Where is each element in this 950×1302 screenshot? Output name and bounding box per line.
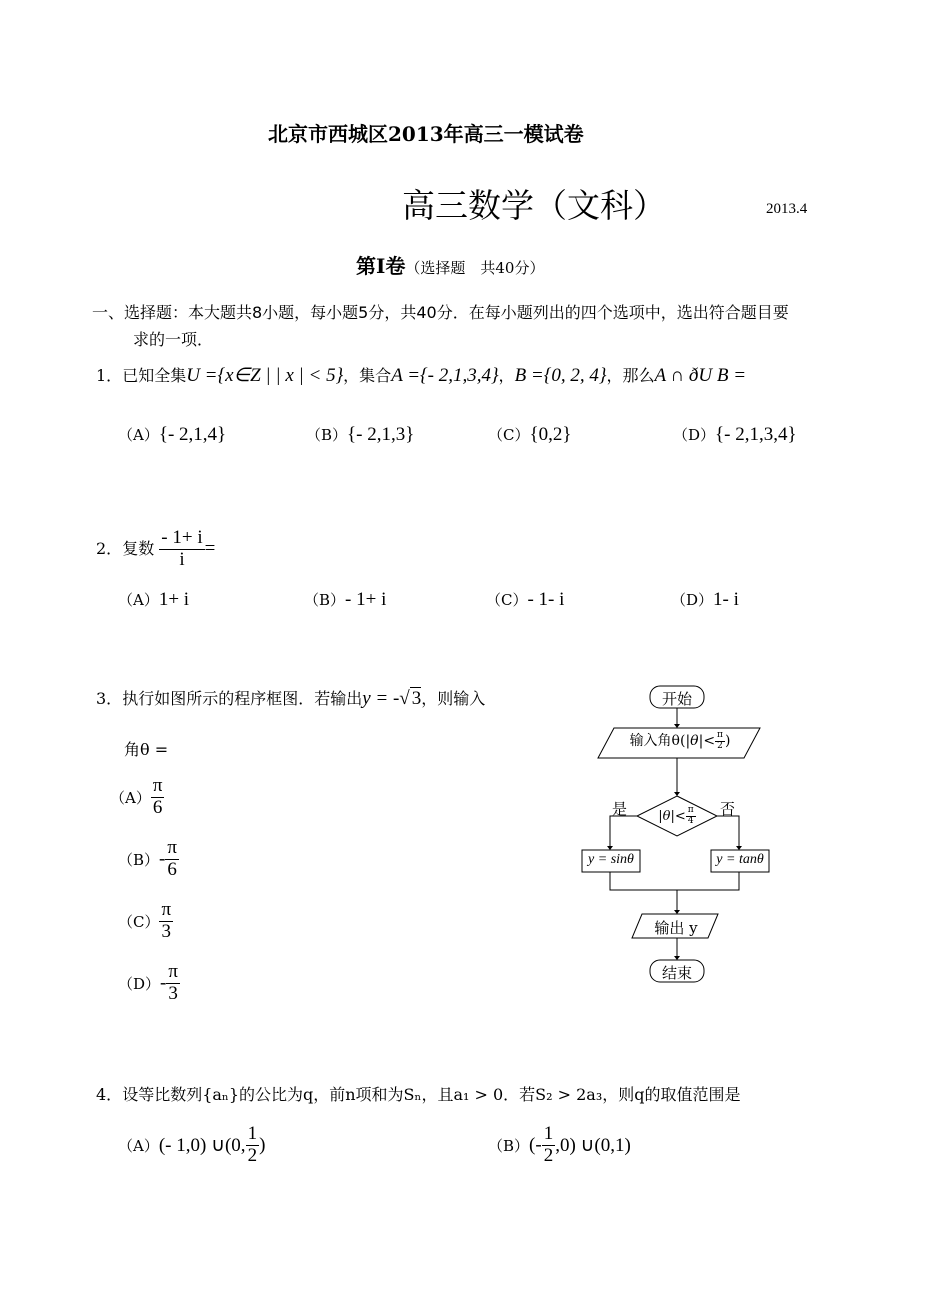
- q3-option-a-label: （A）: [110, 788, 151, 807]
- flowchart-decision: [642, 806, 712, 827]
- q3-option-d-num: π: [168, 961, 178, 982]
- q4-option-a-pre: (- 1,0) ∪(0,: [158, 1134, 246, 1156]
- q3-option-b-den: 6: [167, 858, 177, 880]
- flowchart-input-suffix: ): [724, 733, 731, 749]
- question-2: [96, 528, 215, 571]
- question-1: 1．已知全集U ={x∈Z | | x | < 5}，集合A ={- 2,1,3,4}，B ={0, 2, 4}，那么A ∩ ðU B =: [96, 365, 747, 386]
- q4-option-a-post: ): [259, 1134, 266, 1156]
- q2-fraction-numerator: - 1+ i: [161, 527, 203, 548]
- flowchart-input-num: π: [717, 729, 723, 740]
- q4-option-b-fraction: [542, 1124, 556, 1167]
- q4-option-a-den: 2: [247, 1144, 258, 1166]
- q3-option-d[interactable]: [118, 962, 180, 1005]
- subject-title: 高三数学（文科）: [402, 186, 666, 225]
- q4-number: 4．: [96, 1085, 123, 1104]
- exam-title: 北京市西城区2013年高三一模试卷: [268, 122, 584, 146]
- q2-option-a[interactable]: [118, 589, 189, 611]
- flowchart-yes-branch: [610, 816, 637, 850]
- q4-option-b-pre: (-: [529, 1134, 542, 1156]
- q1-text-1: 已知全集: [122, 366, 187, 385]
- q3-option-c-den: 3: [161, 920, 172, 942]
- flowchart-input-den: 2: [717, 740, 723, 751]
- q1-option-b[interactable]: [306, 424, 414, 446]
- flowchart-no-branch: [717, 816, 739, 850]
- q4-option-a-num: 1: [247, 1123, 258, 1144]
- q1-option-b-label: （B）: [306, 426, 348, 444]
- part-note: （选择题 共40分）: [405, 259, 545, 277]
- q2-option-c-value: - 1- i: [527, 589, 565, 610]
- q1-option-a[interactable]: [118, 424, 226, 446]
- flowchart-decision-num: π: [687, 805, 694, 815]
- q4-option-a[interactable]: [118, 1124, 265, 1167]
- flowchart-start: 开始: [661, 690, 692, 708]
- q2-number: 2．: [96, 538, 123, 558]
- flowchart-input-frac: [715, 731, 725, 752]
- flowchart-sin-box: y = sinθ: [588, 852, 634, 867]
- flowchart-end: 结束: [661, 964, 692, 982]
- q1-option-a-label: （A）: [118, 426, 159, 444]
- q1-set-b: B ={0, 2, 4}: [514, 365, 607, 386]
- q3-option-b-num: π: [167, 837, 177, 858]
- flowchart-no-label: 否: [720, 800, 736, 818]
- q2-text: 复数: [122, 538, 155, 558]
- flowchart-yes-label: 是: [612, 800, 628, 818]
- q2-option-d[interactable]: [671, 589, 739, 611]
- q3-option-c[interactable]: [118, 900, 173, 943]
- flowchart-decision-frac: [686, 806, 696, 827]
- flowchart-lines: [570, 680, 790, 1000]
- q3-number: 3．: [96, 689, 123, 708]
- q3-option-a-den: 6: [152, 796, 163, 818]
- q3-option-b-sign: -: [159, 848, 166, 870]
- q3-option-a-fraction: [151, 776, 165, 819]
- q2-option-d-label: （D）: [671, 591, 714, 609]
- q3-option-d-den: 3: [168, 982, 178, 1004]
- q2-option-b-value: - 1+ i: [345, 589, 387, 610]
- q4-option-b[interactable]: [488, 1124, 631, 1167]
- q2-option-b-label: （B）: [304, 591, 346, 609]
- q4-option-b-den: 2: [543, 1144, 554, 1166]
- q3-option-c-num: π: [161, 899, 172, 920]
- q1-option-d[interactable]: [673, 424, 797, 446]
- flowchart-decision-prefix: |θ|<: [658, 808, 686, 824]
- q2-fraction: [159, 528, 204, 571]
- q3-option-a[interactable]: [110, 776, 164, 819]
- q1-option-d-value: {- 2,1,3,4}: [715, 424, 797, 445]
- flowchart-arrowhead-3: [607, 846, 613, 850]
- exam-date: 2013.4: [766, 201, 808, 217]
- part-heading: [356, 250, 544, 279]
- q1-option-d-label: （D）: [673, 426, 716, 444]
- flowchart-arrowhead-1: [674, 724, 680, 728]
- flowchart-tan-box: y = tanθ: [716, 852, 764, 867]
- q1-option-c-value: {0,2}: [529, 424, 572, 445]
- q4-text: 设等比数列{aₙ}的公比为q，前n项和为Sₙ，且a₁ > 0．若S₂ > 2a₃，则q的取值范围是: [122, 1085, 741, 1104]
- q1-expression: A ∩ ðU B =: [654, 365, 747, 386]
- flowchart-arrowhead-4: [736, 846, 742, 850]
- q1-text-2: ，集合: [343, 366, 392, 385]
- q1-text-3: ，那么: [606, 366, 655, 385]
- q2-fraction-denominator: i: [179, 548, 185, 570]
- q3-sqrt-value: 3: [411, 688, 422, 709]
- part-label: 第Ⅰ卷: [356, 254, 406, 278]
- q4-option-a-fraction: [246, 1124, 260, 1167]
- q1-option-c-label: （C）: [488, 426, 530, 444]
- q3-option-b[interactable]: [118, 838, 179, 881]
- flowchart-output: 输出 y: [654, 919, 698, 937]
- flowchart-merge: [610, 872, 739, 890]
- flowchart-arrowhead-5: [674, 910, 680, 914]
- instructions-line-2: 求的一项．: [133, 330, 214, 349]
- flowchart-input-cond: |θ|<: [685, 733, 716, 749]
- q2-option-d-value: 1- i: [713, 589, 739, 610]
- flowchart-input-prefix: 输入角θ(: [629, 733, 686, 749]
- q3-option-c-label: （C）: [118, 912, 160, 931]
- q2-option-c-label: （C）: [486, 591, 528, 609]
- q2-option-a-value: 1+ i: [158, 589, 190, 610]
- q3-y-equals: y = -: [362, 688, 400, 709]
- q3-text-1: 执行如图所示的程序框图．若输出: [122, 689, 363, 708]
- q3-option-b-label: （B）: [118, 850, 160, 869]
- q3-sqrt-sign: √: [399, 688, 410, 709]
- q1-option-a-value: {- 2,1,4}: [158, 424, 227, 445]
- q1-set-u: U ={x∈Z | | x | < 5}: [186, 365, 344, 386]
- q3-option-c-fraction: [159, 900, 173, 943]
- flowchart-input: [610, 730, 750, 751]
- q2-option-c[interactable]: [486, 589, 564, 611]
- q1-option-b-value: {- 2,1,3}: [347, 424, 415, 445]
- q1-number: 1．: [96, 366, 123, 385]
- q1-option-c[interactable]: [488, 424, 571, 446]
- q4-option-b-num: 1: [543, 1123, 554, 1144]
- q2-option-a-label: （A）: [118, 591, 159, 609]
- q4-option-b-post: ,0) ∪(0,1): [555, 1134, 631, 1156]
- q2-option-b[interactable]: [304, 589, 386, 611]
- q3-line-2: 角θ =: [124, 740, 169, 759]
- q3-option-a-num: π: [152, 775, 163, 796]
- flowchart-arrowhead-2: [674, 792, 680, 796]
- question-4: [96, 1082, 740, 1105]
- q4-option-a-label: （A）: [118, 1136, 159, 1155]
- q3-option-b-fraction: [165, 838, 179, 881]
- q3-text-2: ，则输入: [421, 689, 486, 708]
- q4-option-b-label: （B）: [488, 1136, 530, 1155]
- q2-equals: =: [204, 537, 216, 559]
- program-flowchart: [570, 680, 790, 1000]
- question-3: [96, 686, 485, 710]
- q3-option-d-fraction: [166, 962, 180, 1005]
- q3-option-d-sign: -: [160, 972, 167, 994]
- flowchart-decision-den: 4: [687, 815, 694, 826]
- q3-option-d-label: （D）: [118, 974, 161, 993]
- q1-set-a: A ={- 2,1,3,4}: [391, 365, 499, 386]
- instructions-line-1: 一、选择题：本大题共8小题，每小题5分，共40分．在每小题列出的四个选项中，选出符合题目要: [92, 303, 789, 322]
- flowchart-arrowhead-6: [674, 956, 680, 960]
